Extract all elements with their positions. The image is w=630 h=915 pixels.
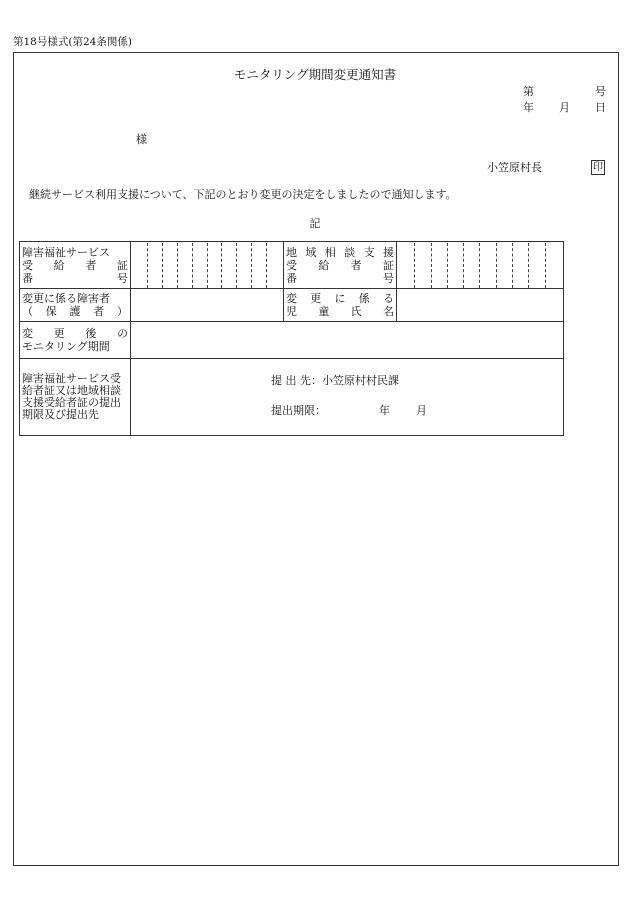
ki-heading: 記 (309, 217, 321, 230)
document-frame (13, 52, 619, 866)
cert-number-field[interactable] (131, 242, 284, 289)
table-row (20, 242, 564, 289)
table-row (20, 322, 564, 359)
cert-number-label: 障害福祉サービス 受 給 者 証 番 号 (20, 242, 131, 289)
notice-body: 継続サービス利用支援について、下記のとおり変更の決定をしましたので通知します。 (29, 188, 457, 201)
seal-icon: 印 (593, 162, 603, 173)
deadline-label: 提出期限： (271, 404, 326, 417)
table-row (20, 359, 564, 436)
form-number: 第18号様式(第24条関係) (13, 36, 132, 48)
date-day: 日 (595, 101, 606, 114)
addressee-suffix: 様 (136, 133, 147, 146)
consult-number-field[interactable] (397, 242, 564, 289)
date-month: 月 (559, 101, 570, 114)
submit-field (131, 359, 564, 436)
submit-label (20, 359, 131, 436)
table-row (20, 289, 564, 322)
person-field[interactable] (131, 289, 284, 322)
period-field[interactable] (131, 322, 564, 359)
child-label: 変 更 に 係 る 児 童 氏 名 (284, 289, 397, 322)
number-prefix: 第 (523, 85, 534, 98)
label-line: 変更に係る障害者 (22, 292, 110, 305)
label-text: 障害福祉サービス受給者証又は地域相談支援受給者証の提出期限及び提出先 (22, 372, 121, 421)
number-suffix: 号 (595, 85, 606, 98)
person-label: 変更に係る障害者 （ 保 護 者 ） (20, 289, 131, 322)
deadline-year: 年 (379, 404, 390, 417)
issue-date-line (523, 102, 606, 113)
label-line: 障害福祉サービス (22, 245, 110, 259)
seal-mark (591, 160, 605, 175)
consult-number-label: 地 域 相 談 支 援 受 給 者 証 番 号 (284, 242, 397, 289)
issuer-name: 小笠原村長 (487, 161, 542, 174)
document-title: モニタリング期間変更通知書 (233, 67, 397, 82)
label-line: モニタリング期間 (22, 340, 110, 353)
notice-table (19, 241, 564, 436)
submit-destination: 提 出 先：小笠原村村民課 (271, 374, 399, 387)
child-field[interactable] (397, 289, 564, 322)
deadline-month: 月 (416, 404, 427, 417)
period-label: 変 更 後 の モニタリング期間 (20, 322, 131, 359)
issue-number-line (523, 86, 606, 97)
date-year: 年 (523, 101, 534, 114)
